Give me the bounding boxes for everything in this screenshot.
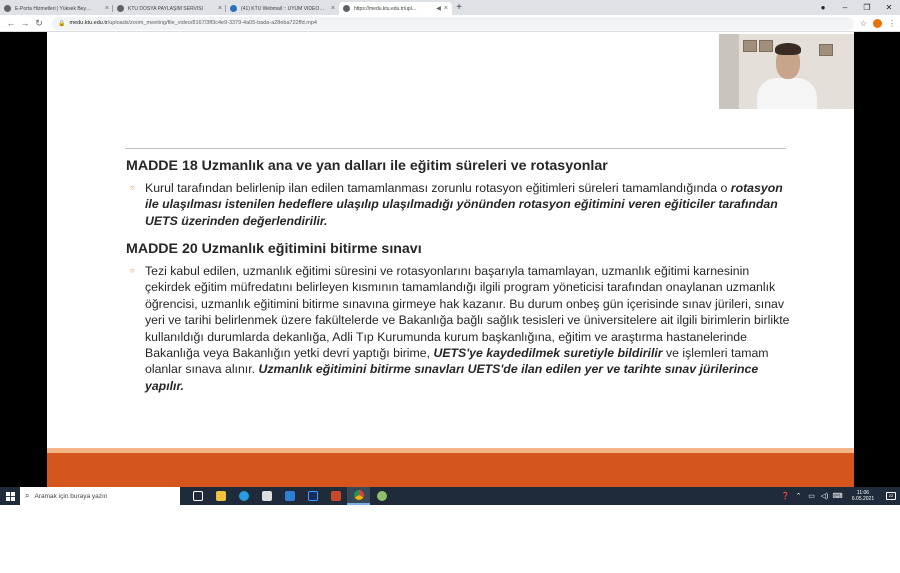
emphasis-text: UETS'ye kaydedilmek suretiyle bildirilir [433,346,663,361]
section-text-madde-18 [145,180,795,229]
search-icon: ⌕ [25,491,30,500]
webcam-thumbnail [719,34,854,109]
new-tab-button[interactable]: + [456,2,462,13]
task-view-icon[interactable] [186,487,209,505]
taskbar-clock[interactable] [844,490,882,503]
back-arrow-icon[interactable]: ← [6,18,16,28]
plain-text: Kurul tarafından belirlenip ilan edilen tamamlanması zorunlu rotasyon eğitimleri süreleri tamamlandığında o [145,181,731,195]
browser-tab-video[interactable] [339,2,452,15]
mail-icon[interactable] [278,487,301,505]
blank-area [0,505,900,573]
globe-icon [4,5,11,12]
taskbar-apps [186,487,393,505]
chrome-icon[interactable] [347,487,370,505]
speaker-icon[interactable]: ◀ [436,6,441,12]
search-placeholder: Aramak için buraya yazın [34,492,108,500]
more-menu-icon[interactable]: ⋮ [888,18,896,28]
emphasis-text: Uzmanlık eğitimini bitirme sınavları UETS'de ilan edilen yer ve tarihte sınav jürilerince yapılır. [145,362,759,393]
bullet-icon: ○ [130,266,135,275]
clock-date: 6.05.2021 [851,496,875,502]
browser-tab-dosya[interactable] [113,2,226,15]
taskbar-search-box[interactable] [20,487,180,505]
wall-frame [819,44,833,56]
browser-tab-webmail[interactable] [226,2,339,15]
wall-frame [759,40,773,52]
close-tab-icon[interactable]: × [443,5,448,12]
help-icon[interactable]: ❓ [781,493,790,500]
emphasis-text: rotasyon ile ulaşılması istenilen hedeflere ulaşılıp ulaşılmadığı yönünden rotasyon eğitimini veren eğiticiler tarafından UETS üzerinden değerlendirilir. [145,181,783,228]
browser-toolbar [0,15,900,32]
bullet-icon: ○ [130,183,135,192]
tab-title: E-Porta Hizmetleri | Yüksek Bey… [15,5,91,12]
store-icon[interactable] [255,487,278,505]
presenter-body [757,78,817,109]
mail-icon [230,5,237,12]
minimize-button[interactable]: – [842,3,848,12]
browser-tab-eporta[interactable] [0,2,113,15]
plain-text: Tezi kabul edilen, uzmanlık eğitimi süresini ve rotasyonlarını başarıyla tamamlayan, uzmanlık eğitimi karnesinin çekirdek eğitim müfredatını belirleyen kısmının tamamlandığı ilgili program yöneticisi tarafından onaylanan uzmanlık öğrencisi, uzmanlık eğitimini bitirme sınavına girmeye hak kazanır. Bu durum onbeş gün içerisinde sınav jürileri, sınav yeri ve tarihi belirlenmek üzere fakültelerde ve Bakanlığa bağlı sağlık tesisleri ve üniversitelere ait ilgili birimlerin birlikte kullanıldığı durumlarda dekanlığa, Adli Tıp Kurumunda kurum başkanlığına, eğitim ve araştırma hastanelerinde Bakanlığa veya Bakanlığın yetki devri yaptığı birime, [145,264,790,361]
section-text-madde-20 [145,263,795,394]
url-host: medu.ktu.edu.tr [69,20,108,26]
forward-arrow-icon[interactable]: → [20,18,30,28]
webcam-window [719,34,739,109]
record-icon[interactable]: ● [820,3,826,12]
presenter-hair [775,43,801,55]
powerpoint-icon[interactable] [324,487,347,505]
photoshop-icon[interactable] [301,487,324,505]
close-tab-icon[interactable]: × [217,5,222,12]
tab-title: https://medu.ktu.edu.tr/upl… [354,5,417,12]
profile-avatar[interactable] [873,19,882,28]
volume-icon[interactable]: ◁) [820,493,829,500]
windows-logo-icon [6,492,15,501]
maximize-button[interactable]: ❐ [863,3,871,12]
close-tab-icon[interactable]: × [104,5,109,12]
close-tab-icon[interactable]: × [330,5,335,12]
globe-icon [343,5,350,12]
plain-text: ve işlemleri tamam olanlar sınava alınır. [145,346,769,377]
lock-icon[interactable]: 🔒 [58,20,66,27]
close-window-button[interactable]: ✕ [885,3,893,12]
notification-count: 22 [886,492,896,500]
globe-icon [117,5,124,12]
window-controls [812,0,900,15]
section-heading-madde-18: MADDE 18 Uzmanlık ana ve yan dalları ile eğitim süreleri ve rotasyonlar [126,158,608,174]
tab-title: (41) KTÜ Webmail :: UYUM VİDEO… [241,5,325,12]
windows-taskbar [0,487,900,505]
edge-icon[interactable] [232,487,255,505]
url-path: /uploads/zoom_meeting/file_video/8167/3ff3c4e9-3379-4a05-bada-a28eba722ffd.mp4 [107,20,317,26]
reload-icon[interactable]: ↻ [35,17,43,28]
notification-center-button[interactable] [882,487,900,505]
clock-time: 11:06 [856,489,870,496]
browser-tab-bar [0,0,900,15]
slide-divider [125,148,786,149]
bookmark-star-icon[interactable]: ☆ [859,18,867,28]
address-bar[interactable] [52,17,854,30]
chevron-up-icon[interactable]: ⌃ [795,493,802,500]
section-heading-madde-20: MADDE 20 Uzmanlık eğitimini bitirme sınavı [126,241,422,257]
language-icon[interactable]: ⌨ [832,493,843,500]
tab-title: KTÜ DOSYA PAYLAŞIM SERVİSİ [128,5,203,12]
network-icon[interactable]: ▭ [808,493,815,500]
wall-frame [743,40,757,52]
system-tray [779,487,900,505]
app-icon[interactable] [370,487,393,505]
file-explorer-icon[interactable] [209,487,232,505]
start-button[interactable] [0,487,20,505]
slide-footer-band [47,453,854,487]
